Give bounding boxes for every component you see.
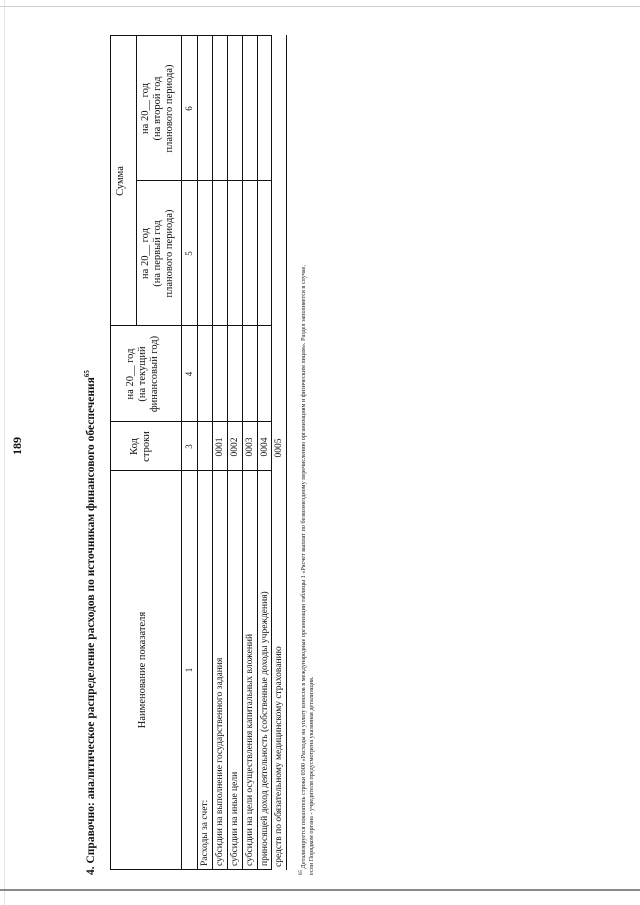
header-code-line2: строки — [141, 431, 152, 462]
expenses-table — [110, 35, 272, 870]
row-label: приносящей доход деятельность (собственные доходы учреждения) — [260, 591, 270, 866]
header-year2-line2: (на первый год — [152, 220, 163, 287]
footnote-line1 — [298, 265, 308, 875]
row-code: 0004 — [260, 437, 270, 457]
row-code: 0005 — [274, 438, 284, 458]
last-row-bottom-line — [286, 35, 287, 870]
row-label: Расходы за счет: — [200, 799, 210, 866]
header-year3-line2: (на второй год — [152, 76, 163, 141]
row-label: субсидии на цели осуществления капитальных вложений — [245, 633, 255, 866]
section-title: 4. Справочно: аналитическое распределение расходов по источникам финансового обеспечения — [84, 377, 97, 875]
footnote-text-1: Детализируется показатель строки 0300 «Расходы на уплату взносов в международные организации таблицы 1 «Расчет выплат по безвозмездному перечислению организациям и физическим лицам». Раздел заполняется в случае, — [300, 265, 308, 869]
col-number-6: 6 — [184, 106, 194, 111]
page-number: 189 — [10, 437, 24, 455]
col-number-4: 4 — [184, 371, 194, 377]
header-code — [129, 422, 153, 471]
col-number-5: 5 — [184, 251, 194, 256]
header-year3-line1: на 20__ год — [140, 83, 151, 134]
header-year1-line2: (на текущий — [137, 346, 148, 402]
row-line-3 — [242, 36, 243, 869]
col-number-1: 1 — [184, 667, 194, 673]
row-label: субсидии на иные цели — [230, 771, 240, 866]
sum-divider-line — [136, 36, 137, 326]
row-line-2 — [227, 36, 228, 869]
header-name: Наименование показателя — [137, 611, 148, 729]
row-line-4 — [257, 36, 258, 869]
header-year3 — [140, 36, 176, 181]
header-divider-line — [181, 36, 182, 869]
row-label: субсидии на выполнение государственного задания — [215, 657, 225, 866]
header-year2 — [140, 181, 176, 326]
header-year2-line1: на 20__ год — [140, 228, 151, 279]
col-number-3: 3 — [184, 444, 194, 449]
header-year1-line3: финансовый год) — [149, 335, 160, 413]
number-row-line — [197, 36, 198, 869]
row-code: 0001 — [215, 437, 225, 457]
header-year1-line1: на 20__ год — [125, 348, 136, 400]
header-code-line1: Код — [129, 438, 140, 455]
row-line-1 — [212, 36, 213, 869]
row-label: средств по обязательному медицинскому страхованию — [274, 646, 284, 867]
header-year2-line3: планового периода) — [164, 209, 175, 298]
footnote-ref: 65 — [83, 370, 91, 378]
header-sum: Сумма — [115, 166, 126, 196]
header-year1 — [125, 326, 161, 422]
footnote-line2: если Порядком органа - учредителя предусмотрена указанная детализация. — [308, 676, 315, 875]
row-code: 0002 — [230, 437, 240, 457]
footnote-marker: 65 — [299, 870, 304, 875]
header-year3-line3: планового периода) — [164, 64, 175, 153]
row-code: 0003 — [245, 437, 255, 457]
section-heading — [83, 370, 97, 875]
